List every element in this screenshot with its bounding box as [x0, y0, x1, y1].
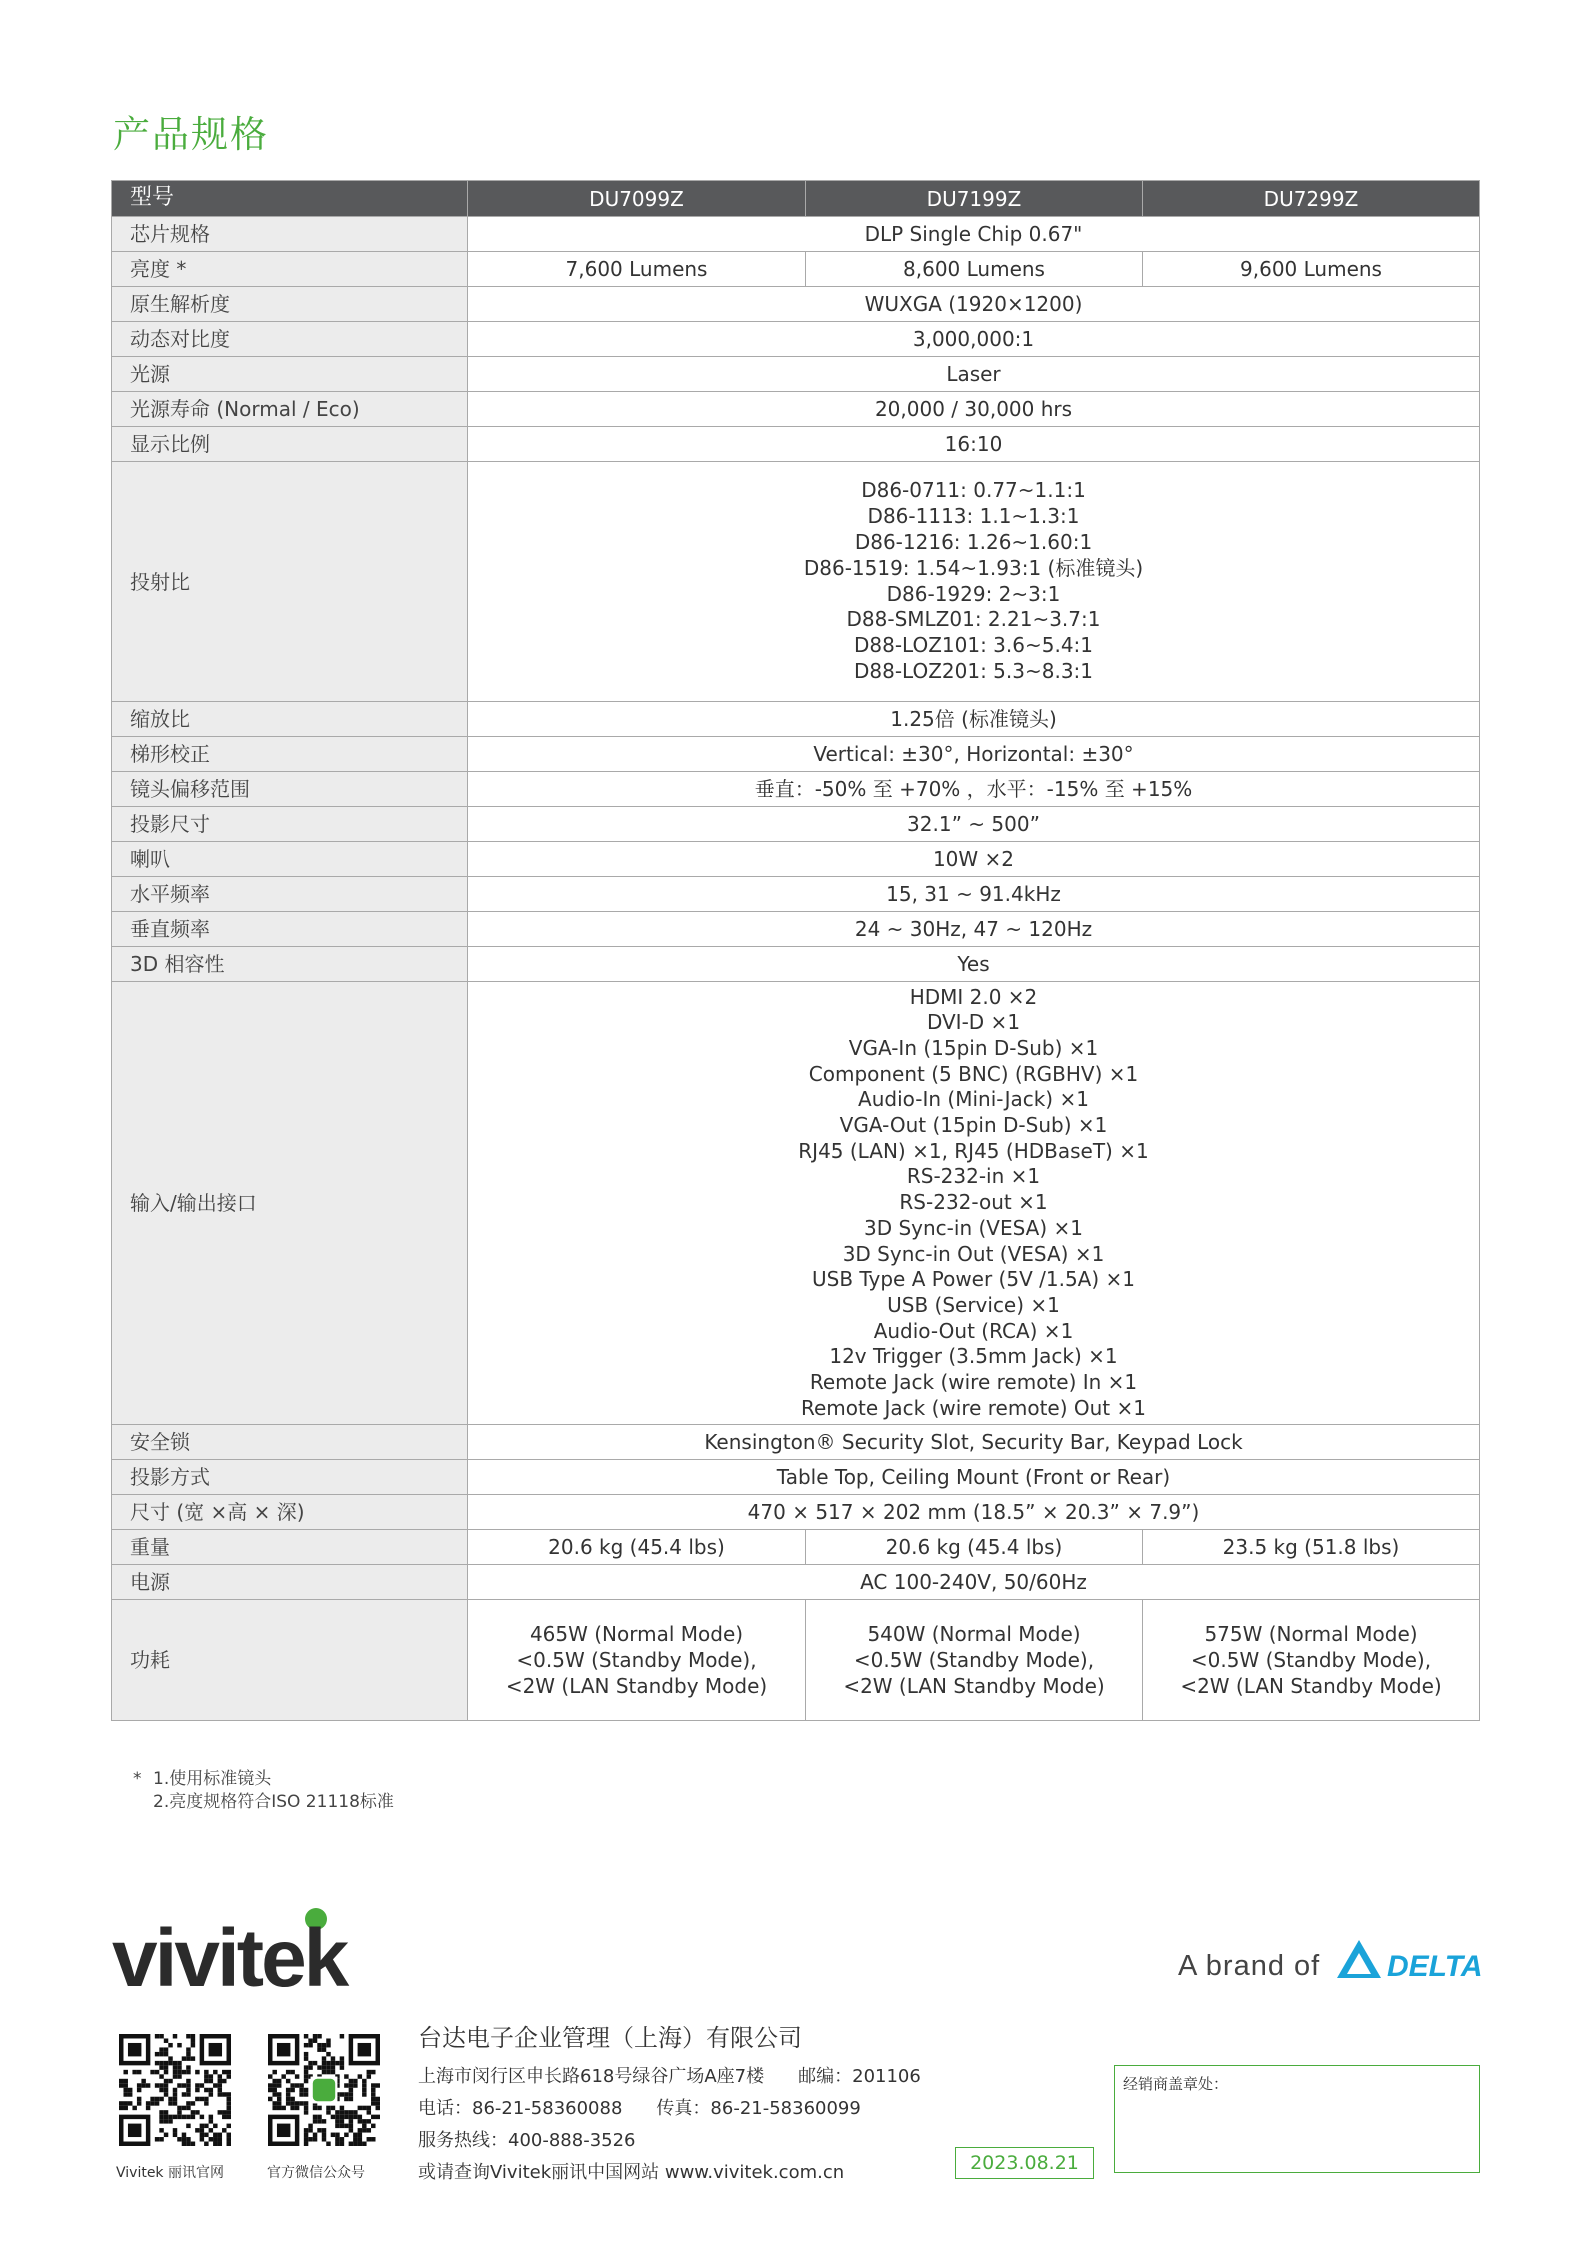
row-value-list: [468, 1600, 806, 1721]
list-item: HDMI 2.0 ×2: [909, 984, 1038, 1009]
company-postcode: 邮编：201106: [798, 2066, 921, 2087]
row-label: 垂直频率: [112, 912, 468, 947]
company-phone: 电话：86-21-58360088: [418, 2098, 623, 2119]
table-row-aspect-ratio: [112, 427, 1480, 462]
header-model-label: 型号: [112, 181, 468, 217]
qr-caption-wechat: 官方微信公众号: [267, 2165, 365, 2181]
svg-text:DELTA: DELTA: [1387, 1950, 1483, 1982]
table-row-projection-method: [112, 1460, 1480, 1495]
row-value: AC 100-240V, 50/60Hz: [468, 1565, 1480, 1600]
list-item: RS-232-in ×1: [906, 1164, 1041, 1189]
row-value: DLP Single Chip 0.67": [468, 217, 1480, 252]
page-title: 产品规格: [113, 113, 269, 156]
list-item: D88-LOZ201: 5.3~8.3:1: [853, 658, 1094, 683]
row-label: 安全锁: [112, 1425, 468, 1460]
vivitek-logo: [112, 1900, 422, 2000]
table-row-3d: [112, 947, 1480, 982]
list-item: <0.5W (Standby Mode),: [853, 1648, 1095, 1672]
row-label: 镜头偏移范围: [112, 772, 468, 807]
table-row-keystone: [112, 737, 1480, 772]
row-label: 光源: [112, 357, 468, 392]
list-item: 3D Sync-in (VESA) ×1: [863, 1215, 1083, 1240]
header-model-2: DU7199Z: [806, 181, 1143, 217]
row-value: Kensington® Security Slot, Security Bar, Keypad Lock: [468, 1425, 1480, 1460]
row-label: 投影尺寸: [112, 807, 468, 842]
row-label: 显示比例: [112, 427, 468, 462]
row-value: 23.5 kg (51.8 lbs): [1143, 1530, 1480, 1565]
row-value: Yes: [468, 947, 1480, 982]
row-value: 32.1” ~ 500”: [468, 807, 1480, 842]
table-row-chip: [112, 217, 1480, 252]
row-label: 光源寿命 (Normal / Eco): [112, 392, 468, 427]
list-item: 540W (Normal Mode): [867, 1622, 1081, 1646]
table-row-weight: [112, 1530, 1480, 1565]
spec-table: [111, 180, 1480, 1721]
table-row-lens-shift: [112, 772, 1480, 807]
footnotes: [133, 1768, 394, 1814]
row-label: 水平频率: [112, 877, 468, 912]
list-item: D86-1519: 1.54~1.93:1 (标准镜头): [803, 555, 1144, 580]
list-item: Remote Jack (wire remote) Out ×1: [801, 1395, 1146, 1420]
delta-logo: [1333, 1936, 1483, 1982]
qr-code-website-icon[interactable]: [119, 2034, 231, 2146]
list-item: 575W (Normal Mode): [1204, 1622, 1418, 1646]
list-item: RJ45 (LAN) ×1, RJ45 (HDBaseT) ×1: [798, 1138, 1149, 1163]
list-item: <2W (LAN Standby Mode): [843, 1674, 1105, 1698]
date-badge: 2023.08.21: [955, 2147, 1094, 2179]
table-row-light-life: [112, 392, 1480, 427]
brand-tagline: A brand of: [1178, 1950, 1321, 1982]
list-item: Audio-Out (RCA) ×1: [873, 1318, 1074, 1343]
row-label: 梯形校正: [112, 737, 468, 772]
table-row-speaker: [112, 842, 1480, 877]
table-row-throw-ratio: [112, 462, 1480, 702]
list-item: 3D Sync-in Out (VESA) ×1: [842, 1241, 1105, 1266]
row-label: 缩放比: [112, 702, 468, 737]
row-value: WUXGA (1920×1200): [468, 287, 1480, 322]
table-row-zoom: [112, 702, 1480, 737]
row-value: 16:10: [468, 427, 1480, 462]
row-value: 垂直：-50% 至 +70% ，水平：-15% 至 +15%: [468, 772, 1480, 807]
row-value-list: [1143, 1600, 1480, 1721]
row-value: 8,600 Lumens: [806, 252, 1143, 287]
list-item: VGA-In (15pin D-Sub) ×1: [848, 1035, 1099, 1060]
list-item: RS-232-out ×1: [899, 1190, 1048, 1215]
row-value: 20,000 / 30,000 hrs: [468, 392, 1480, 427]
company-fax: 传真：86-21-58360099: [656, 2098, 861, 2119]
dealer-stamp-box: [1114, 2065, 1480, 2173]
row-label: 芯片规格: [112, 217, 468, 252]
row-value: 15, 31 ~ 91.4kHz: [468, 877, 1480, 912]
footnote-1: 1.使用标准镜头: [153, 1769, 272, 1789]
row-label: 输入/输出接口: [112, 982, 468, 1425]
list-item: <2W (LAN Standby Mode): [1180, 1674, 1442, 1698]
list-item: VGA-Out (15pin D-Sub) ×1: [839, 1113, 1108, 1138]
header-model-1: DU7099Z: [468, 181, 806, 217]
list-item: D88-LOZ101: 3.6~5.4:1: [853, 633, 1094, 658]
company-website[interactable]: 或请查询Vivitek丽讯中国网站 www.vivitek.com.cn: [418, 2162, 845, 2183]
row-label: 3D 相容性: [112, 947, 468, 982]
row-value: Table Top, Ceiling Mount (Front or Rear): [468, 1460, 1480, 1495]
list-item: D86-1113: 1.1~1.3:1: [867, 504, 1080, 529]
row-value: 7,600 Lumens: [468, 252, 806, 287]
table-row-light-source: [112, 357, 1480, 392]
list-item: <0.5W (Standby Mode),: [1190, 1648, 1432, 1672]
list-item: D86-0711: 0.77~1.1:1: [861, 478, 1086, 503]
header-model-3: DU7299Z: [1143, 181, 1480, 217]
table-row-v-freq: [112, 912, 1480, 947]
row-label: 尺寸 (宽 ×高 × 深): [112, 1495, 468, 1530]
row-value: 10W ×2: [468, 842, 1480, 877]
list-item: D86-1216: 1.26~1.60:1: [854, 529, 1093, 554]
table-header-row: [112, 181, 1480, 217]
row-value: 20.6 kg (45.4 lbs): [468, 1530, 806, 1565]
row-label: 重量: [112, 1530, 468, 1565]
row-label: 功耗: [112, 1600, 468, 1721]
list-item: D86-1929: 2~3:1: [886, 581, 1061, 606]
table-row-dimensions: [112, 1495, 1480, 1530]
row-value: 20.6 kg (45.4 lbs): [806, 1530, 1143, 1565]
row-value: 3,000,000:1: [468, 322, 1480, 357]
row-label: 投影方式: [112, 1460, 468, 1495]
list-item: <0.5W (Standby Mode),: [516, 1648, 757, 1672]
row-value: Vertical: ±30°, Horizontal: ±30°: [468, 737, 1480, 772]
company-info: [418, 2018, 921, 2189]
table-row-brightness: [112, 252, 1480, 287]
footnote-2: 2.亮度规格符合ISO 21118标准: [153, 1792, 394, 1812]
row-label: 原生解析度: [112, 287, 468, 322]
qr-caption-website: Vivitek 丽讯官网: [116, 2165, 224, 2181]
row-value: Laser: [468, 357, 1480, 392]
table-row-security: [112, 1425, 1480, 1460]
list-item: DVI-D ×1: [926, 1010, 1021, 1035]
row-label: 喇叭: [112, 842, 468, 877]
list-item: Audio-In (Mini-Jack) ×1: [858, 1087, 1089, 1112]
company-address: 上海市闵行区申长路618号绿谷广场A座7楼: [418, 2066, 765, 2087]
table-row-resolution: [112, 287, 1480, 322]
row-value: 470 × 517 × 202 mm (18.5” × 20.3” × 7.9”): [468, 1495, 1480, 1530]
company-hotline: 服务热线：400-888-3526: [418, 2130, 636, 2151]
row-label: 亮度 *: [112, 252, 468, 287]
list-item: Remote Jack (wire remote) In ×1: [809, 1370, 1138, 1395]
row-label: 投射比: [112, 462, 468, 702]
footnote-star: *: [133, 1769, 142, 1789]
table-row-power-supply: [112, 1565, 1480, 1600]
row-value-list: [468, 462, 1480, 702]
list-item: 465W (Normal Mode): [529, 1622, 744, 1646]
list-item: Component (5 BNC) (RGBHV) ×1: [808, 1061, 1139, 1086]
row-value: 24 ~ 30Hz, 47 ~ 120Hz: [468, 912, 1480, 947]
row-value: 9,600 Lumens: [1143, 252, 1480, 287]
row-label: 动态对比度: [112, 322, 468, 357]
company-name: 台达电子企业管理（上海）有限公司: [418, 2024, 802, 2052]
list-item: USB (Service) ×1: [887, 1292, 1060, 1317]
row-value-list: [806, 1600, 1143, 1721]
table-row-power-consumption: [112, 1600, 1480, 1721]
table-row-image-size: [112, 807, 1480, 842]
list-item: 12v Trigger (3.5mm Jack) ×1: [829, 1344, 1118, 1369]
svg-text:vivitek: vivitek: [112, 1913, 347, 2000]
row-value-list: [468, 982, 1480, 1425]
list-item: <2W (LAN Standby Mode): [505, 1674, 768, 1698]
table-row-contrast: [112, 322, 1480, 357]
row-value: 1.25倍 (标准镜头): [468, 702, 1480, 737]
list-item: USB Type A Power (5V /1.5A) ×1: [811, 1267, 1135, 1292]
list-item: D88-SMLZ01: 2.21~3.7:1: [846, 607, 1101, 632]
table-row-h-freq: [112, 877, 1480, 912]
row-label: 电源: [112, 1565, 468, 1600]
qr-code-wechat-icon[interactable]: [268, 2034, 380, 2146]
dealer-stamp-label: 经销商盖章处：: [1123, 2075, 1229, 2093]
table-row-io-ports: [112, 982, 1480, 1425]
